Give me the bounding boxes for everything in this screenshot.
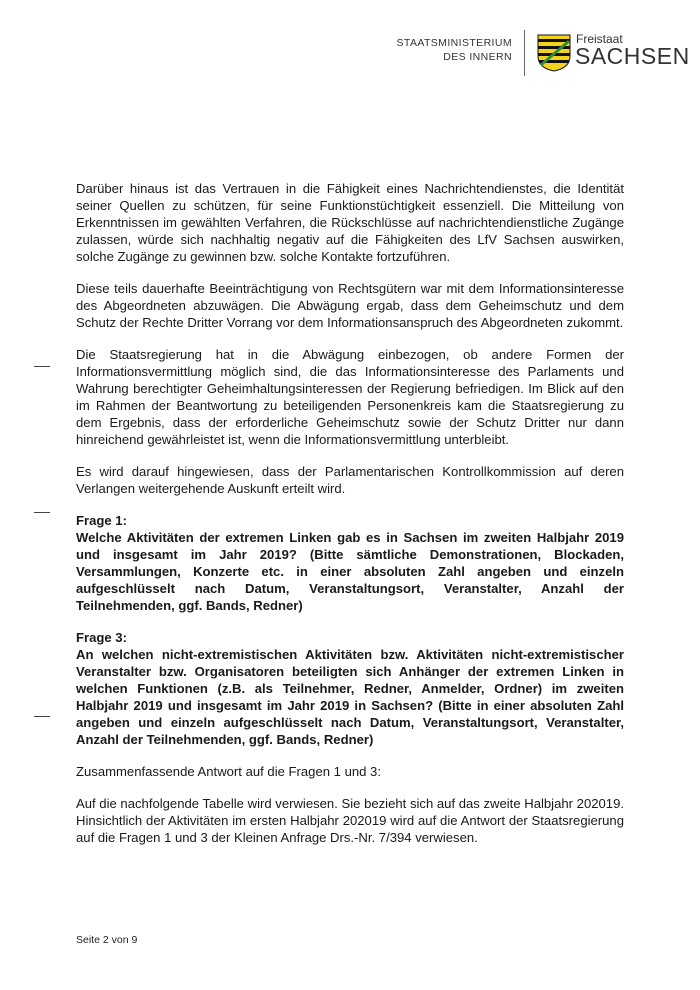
question-block [76,629,624,748]
freistaat-label: Freistaat [576,32,623,46]
margin-mark [34,716,50,717]
question-label: Frage 1: [76,513,127,528]
document-body [76,180,624,861]
saxony-crest-icon [537,34,571,72]
sachsen-label: SACHSEN [575,43,690,69]
paragraph: Darüber hinaus ist das Vertrauen in die Fähigkeit eines Nachrichtendienstes, die Identität seiner Quellen zu schützen, für seine Funktionstüchtigkeit essenziell. Die Mitteilung von Erkenntnissen im gewählten Verfahren, die Rückschlüsse auf nachrichtendienstliche Zugänge zulassen, würde sich nachhaltig negativ auf die Fähigkeiten des LfV Sachsen auswirken, solche Zugänge zu gewinnen bzw. solche Kontakte fortzuführen. [76,181,624,264]
ministry-line-2: DES INNERN [443,51,512,63]
answer-heading: Zusammenfassende Antwort auf die Fragen 1 und 3: [76,764,381,779]
paragraph: Diese teils dauerhafte Beeinträchtigung von Rechtsgütern war mit dem Informationsinteresse des Abgeordneten abzuwägen. Die Abwägung ergab, dass dem Geheimschutz und dem Schutz der Rechte Dritter Vorrang vor dem Informationsanspruch des Abgeordneten zukommt. [76,281,624,330]
paragraph: Es wird darauf hingewiesen, dass der Parlamentarischen Kontrollkommission auf deren Verlangen weitergehende Auskunft erteilt wird. [76,464,624,496]
ministry-line-1: STAATSMINISTERIUM [396,37,512,49]
page-number: Seite 2 von 9 [76,934,138,946]
margin-mark [34,366,50,367]
answer-text: Auf die nachfolgende Tabelle wird verwiesen. Sie bezieht sich auf das zweite Halbjahr 202019. Hinsichtlich der Aktivitäten im ersten Halbjahr 202019 wird auf die Antwort der Staatsregierung auf die Fragen 1 und 3 der Kleinen Anfrage Drs.-Nr. 7/394 verwiesen. [76,796,624,845]
question-block [76,512,624,614]
question-text: An welchen nicht-extremistischen Aktivitäten bzw. Aktivitäten nicht-extremistischer Veranstalter bzw. Organisatoren beteiligten sich Anhänger der extremen Linken in welchen Funktionen (z.B. als Teilnehmer, Redner, Anmelder, Ordner) im zweiten Halbjahr 2019 und insgesamt im Jahr 2019 in Sachsen? (Bitte in einer absoluten Zahl angeben und einzeln aufgeschlüsselt nach Datum, Veranstaltungsort, Veranstalter, Anzahl der Teilnehmenden, ggf. Bands, Redner) [76,647,624,747]
question-text: Welche Aktivitäten der extremen Linken gab es in Sachsen im zweiten Halbjahr 2019 und insgesamt im Jahr 2019? (Bitte sämtliche Demonstrationen, Blockaden, Versammlungen, Konzerte etc. in einer absoluten Zahl angeben und einzeln aufgeschlüsselt nach Datum, Veranstaltungsort, Veranstalter, Anzahl der Teilnehmenden, ggf. Bands, Redner) [76,530,624,613]
margin-mark [34,512,50,513]
paragraph: Die Staatsregierung hat in die Abwägung einbezogen, ob andere Formen der Informationsvermittlung möglich sind, die das Informationsinteresse des Parlaments und Wahrung berechtigter Geheimhaltungsinteressen der Regierung befriedigen. Im Blick auf den im Rahmen der Beantwortung zu beteiligenden Personenkreis kam die Staatsregierung zu dem Ergebnis, dass der erforderliche Geheimschutz sowie der Schutz Dritter nur dann hinreichend gewährleistet ist, wenn die Informationsvermittlung unterbleibt. [76,347,624,447]
header-divider [524,30,525,76]
ministry-name [380,36,512,64]
question-label: Frage 3: [76,630,127,645]
